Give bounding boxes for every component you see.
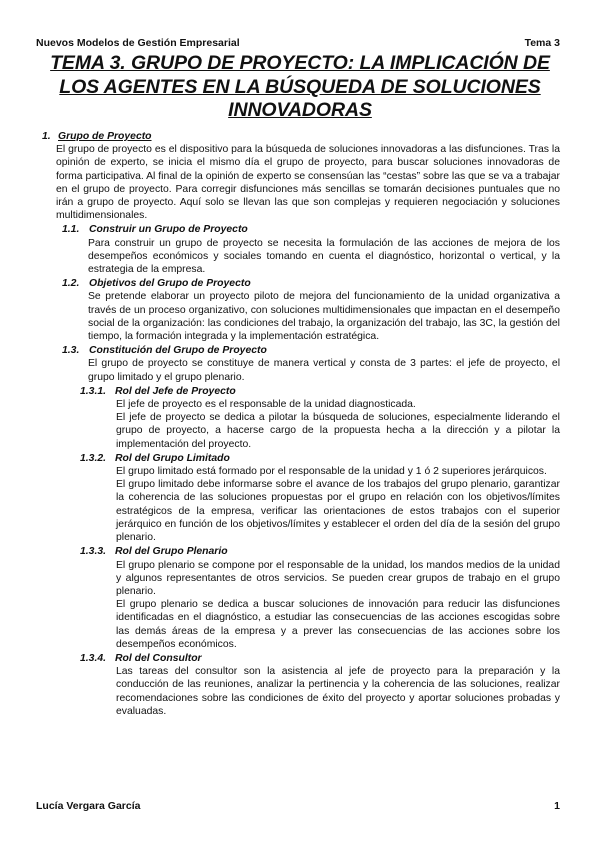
section-heading-1-3: 1.3. Constitución del Grupo de Proyecto [62,345,267,357]
page-footer [36,800,560,812]
section-heading-1-3-2: 1.3.2. Rol del Grupo Limitado [80,452,230,464]
page-header [36,37,560,49]
section-paragraph: El grupo limitado está formado por el responsable de la unidad y 1 ó 2 superiores jerárquicos. [116,466,547,478]
section-heading-1-2: 1.2. Objetivos del Grupo de Proyecto [62,278,251,290]
section-paragraph: El jefe de proyecto se dedica a pilotar la búsqueda de soluciones, especialmente liderando el grupo de proyecto, a hacerse cargo de la propuesta hecha a la dirección y a pilotar la implementación del proyecto. [116,412,560,450]
section-paragraph: El grupo plenario se compone por el responsable de la unidad, los mandos medios de la unidad y algunos representantes de otros servicios. Se pueden crear grupos de trabajo en el grupo plenario. [116,559,560,597]
section-paragraph: El grupo de proyecto es el dispositivo para la búsqueda de soluciones innovadoras a las disfunciones. Tras la opinión de experto, se inicia el mismo día el grupo de proyecto, para buscar soluciones innovadoras de forma participativa. Al final de la opinión de experto se consensúan las “cestas” sobre las que se va a trabajar en el grupo de proyecto. Para corregir disfunciones más sencillas se tomarán decisiones puntuales que no irán a grupo de proyecto. Aquí solo se llevan las que son complejas y requieren negociación y soluciones multidimensionales. [56,144,560,222]
document-title: TEMA 3. GRUPO DE PROYECTO: LA IMPLICACIÓN DE LOS AGENTES EN LA BÚSQUEDA DE SOLUCIONES INNOVADORAS [50,52,550,121]
section-paragraph: El grupo limitado debe informarse sobre el avance de los trabajos del grupo plenario, garantizar la coherencia de las soluciones propuestas por el grupo en relación con los objetivos/límites estratégicos de la empresa, verificar las orientaciones de estos trabajos con el superior jerárquico en función de los objetivos/límites y establecer el orden del día de la sesión del grupo plenario. [116,479,560,544]
section-paragraph: El grupo plenario se dedica a buscar soluciones de innovación para reducir las disfunciones identificadas en el diagnóstico, a estudiar las consecuencias de las acciones escogidas sobre las demás áreas de la empresa y a prever las consecuencias de las acciones sobre los desempeños económicos. [116,599,560,650]
section-heading-1-3-4: 1.3.4. Rol del Consultor [80,652,202,664]
header-topic: Tema 3 [524,37,560,49]
section-heading-1-1: 1.1. Construir un Grupo de Proyecto [62,224,248,236]
section-paragraph: El jefe de proyecto es el responsable de la unidad diagnosticada. [116,399,416,411]
section-paragraph: Se pretende elaborar un proyecto piloto de mejora del funcionamiento de la unidad organizativa a través de un proceso organizativo, con soluciones multidimensionales que impactan en el desempeño social de la organización: las condiciones del trabajo, la organización del trabajo, las 3C, la gestión del tiempo, la formación integrada y la implementación estratégica. [88,291,560,343]
section-heading-1-3-1: 1.3.1. Rol del Jefe de Proyecto [80,385,236,397]
section-paragraph: Para construir un grupo de proyecto se necesita la formulación de las acciones de mejora de los desempeños económicos y sociales tomando en cuenta el diagnóstico, horizontal o vertical, y la estrategia de la empresa. [88,237,560,276]
section-heading-1: 1. Grupo de Proyecto [42,131,152,142]
document-body [40,130,560,718]
page-number: 1 [554,800,560,812]
section-paragraph: El grupo de proyecto se constituye de manera vertical y consta de 3 partes: el jefe de proyecto, el grupo limitado y el grupo plenario. [88,358,560,383]
header-course: Nuevos Modelos de Gestión Empresarial [36,37,240,49]
footer-author: Lucía Vergara García [36,800,141,812]
section-paragraph: Las tareas del consultor son la asistencia al jefe de proyecto para la preparación y la conducción de las reuniones, analizar la pertinencia y la coherencia de las soluciones, realizar recomendaciones sobre las condiciones de éxito del proyecto y aportar soluciones probadas y evaluadas. [116,666,560,717]
section-heading-1-3-3: 1.3.3. Rol del Grupo Plenario [80,546,228,558]
